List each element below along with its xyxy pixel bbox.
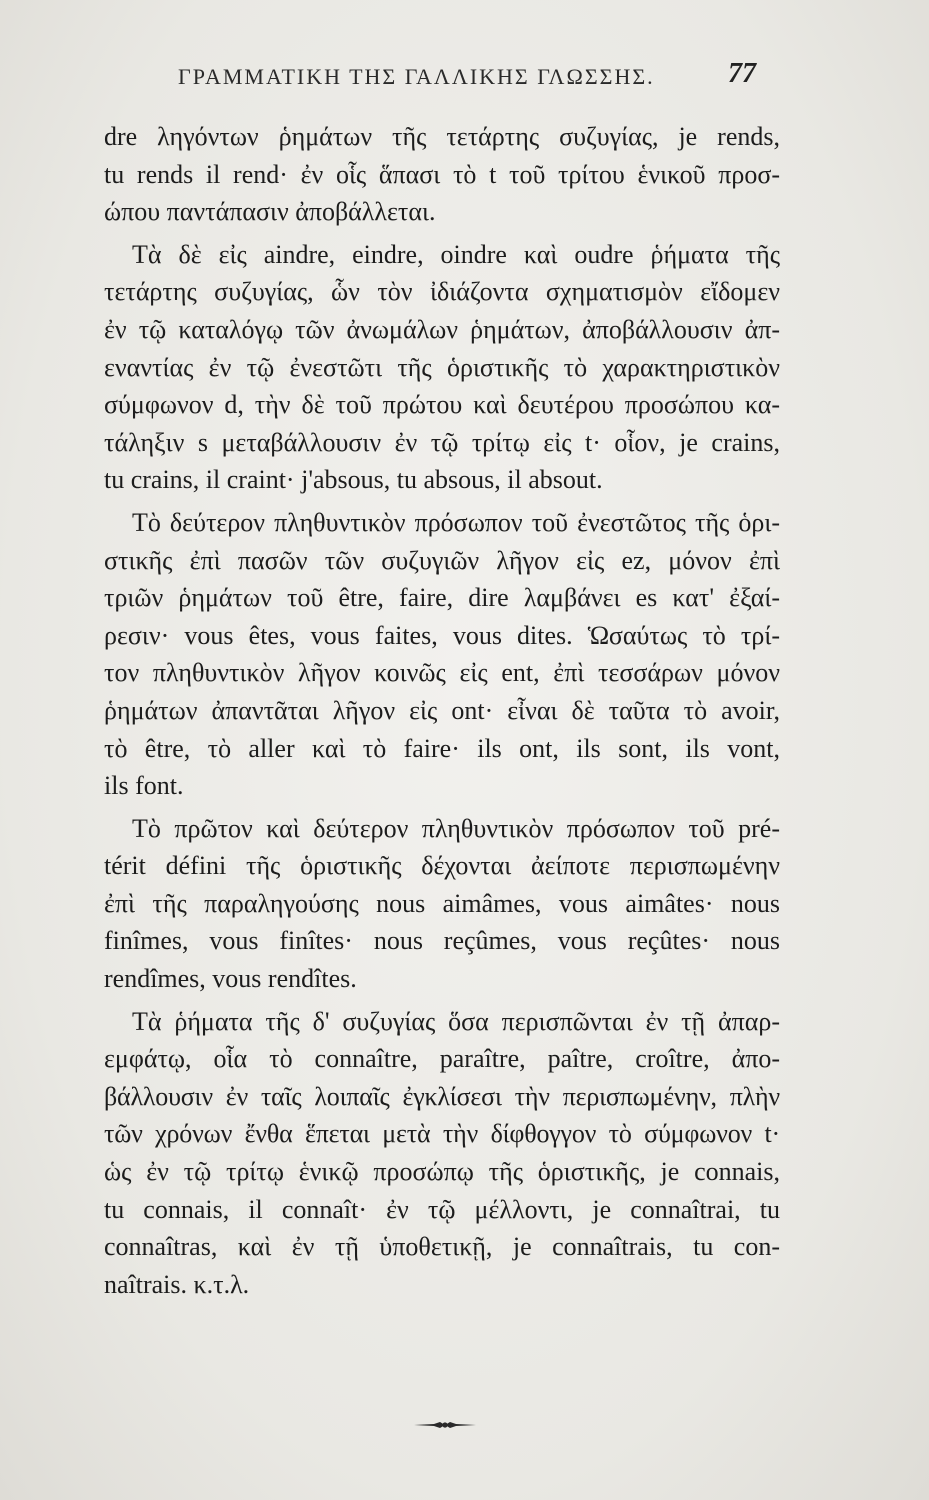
text-line: dre ληγόντων ῥημάτων τῆς τετάρτης συζυγίας, je rends,: [104, 122, 780, 151]
paragraph-1: [104, 118, 780, 231]
text-line: στικῆς ἐπὶ πασῶν τῶν συζυγιῶν λῆγον εἰς ez, μόνον ἐπὶ: [104, 545, 780, 575]
running-title: ΓΡΑΜΜΑΤΙΚΗ ΤΗΣ ΓΑΛΛΙΚΗΣ ΓΛΩΣΣΗΣ.: [178, 64, 655, 89]
text-line: τὸ être, τὸ aller καὶ τὸ faire· ils ont, ils sont, ils vont,: [104, 733, 780, 763]
paragraph-3: [104, 504, 780, 805]
text-line: τριῶν ῥημάτων τοῦ être, faire, dire λαμβάνει es κατ' ἐξαί-: [104, 583, 780, 613]
text-line: Τὰ δὲ εἰς aindre, eindre, oindre καὶ oudre ῥήματα τῆς: [132, 239, 780, 269]
text-line: τον πληθυντικὸν λῆγον κοινῶς εἰς ent, ἐπὶ τεσσάρων μόνον: [104, 658, 780, 688]
paragraph-4: [104, 810, 780, 998]
text-line: τῶν χρόνων ἔνθα ἕπεται μετὰ τὴν δίφθογγον τὸ σύμφωνον t·: [104, 1119, 780, 1149]
text-line: rendîmes, vous rendîtes.: [104, 964, 357, 994]
text-line: ὡς ἐν τῷ τρίτῳ ἑνικῷ προσώπῳ τῆς ὁριστικῆς, je connais,: [104, 1157, 780, 1187]
text-line: εναντίας ἐν τῷ ἐνεστῶτι τῆς ὁριστικῆς τὸ χαρακτηριστικὸν: [104, 352, 780, 382]
text-line: tu crains, il craint· j'absous, tu absous, il absout.: [104, 465, 603, 495]
text-line: ἐν τῷ καταλόγῳ τῶν ἀνωμάλων ῥημάτων, ἀποβάλλουσιν ἀπ-: [104, 314, 780, 344]
text-line: térit défini τῆς ὁριστικῆς δέχονται ἀείποτε περισπωμένην: [104, 851, 780, 881]
text-line: ώπου παντάπασιν ἀποβάλλεται.: [104, 197, 436, 227]
text-line: ils font.: [104, 771, 184, 801]
text-line: σύμφωνον d, τὴν δὲ τοῦ πρώτου καὶ δευτέρου προσώπου κα-: [104, 390, 780, 420]
text-line: ρεσιν· vous êtes, vous faites, vous dites. Ὡσαύτως τὸ τρί-: [104, 620, 780, 650]
text-line: ῥημάτων ἀπαντᾶται λῆγον εἰς ont· εἶναι δὲ ταῦτα τὸ avoir,: [104, 695, 780, 725]
page-header: [100, 58, 800, 88]
text-line: βάλλουσιν ἐν ταῖς λοιπαῖς ἐγκλίσεσι τὴν περισπωμένην, πλὴν: [104, 1081, 780, 1111]
body-text: [104, 118, 780, 1303]
text-line: connaîtras, καὶ ἐν τῇ ὑποθετικῇ, je connaîtrais, tu con-: [104, 1232, 780, 1262]
text-line: tu rends il rend· ἐν οἷς ἅπασι τὸ t τοῦ τρίτου ἑνικοῦ προσ-: [104, 159, 780, 189]
text-line: ἐπὶ τῆς παραληγούσης nous aimâmes, vous aimâtes· nous: [104, 888, 780, 918]
text-line: τάληξιν s μεταβάλλουσιν ἐν τῷ τρίτῳ εἰς t· οἷον, je crains,: [104, 427, 780, 457]
paragraph-2: [104, 236, 780, 499]
paragraph-5: [104, 1003, 780, 1304]
text-line: finîmes, vous finîtes· nous reçûmes, vous reçûtes· nous: [104, 926, 780, 956]
text-line: tu connais, il connaît· ἐν τῷ μέλλοντι, je connaîtrai, tu: [104, 1194, 780, 1224]
text-line: Τὸ δεύτερον πληθυντικὸν πρόσωπον τοῦ ἐνεστῶτος τῆς ὁρι-: [132, 507, 780, 537]
text-line: Τὸ πρῶτον καὶ δεύτερον πληθυντικὸν πρόσωπον τοῦ pré-: [132, 813, 780, 843]
text-line: Τὰ ῥήματα τῆς δ' συζυγίας ὅσα περισπῶνται ἐν τῇ ἀπαρ-: [132, 1006, 780, 1036]
page-number: 77: [728, 58, 756, 89]
text-line: τετάρτης συζυγίας, ὧν τὸν ἰδιάζοντα σχηματισμὸν εἴδομεν: [104, 277, 780, 307]
text-line: εμφάτῳ, οἷα τὸ connaître, paraître, paître, croître, ἀπο-: [104, 1044, 780, 1074]
end-ornament-icon: [412, 1418, 478, 1432]
text-line: naîtrais. κ.τ.λ.: [104, 1269, 250, 1299]
